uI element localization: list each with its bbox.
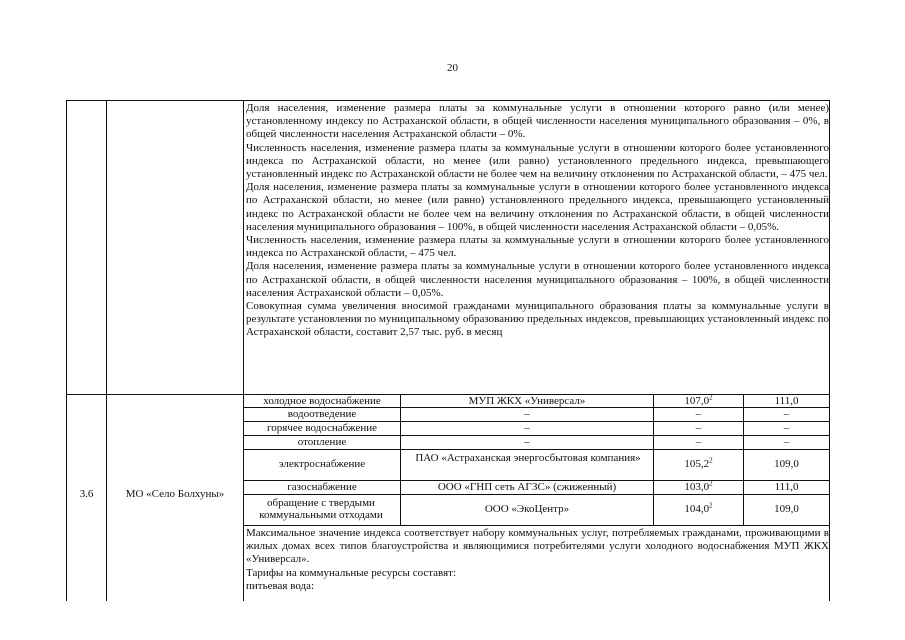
row-divider <box>243 494 830 495</box>
provider-name: ООО «ГНП сеть АГЗС» (сжиженный) <box>437 481 617 493</box>
limit-value: 111,0 <box>774 395 799 407</box>
number-column-border <box>106 100 107 601</box>
index-value: 105,2$^2$ <box>684 456 713 470</box>
paragraph: Тарифы на коммунальные ресурсы составят: <box>246 566 457 579</box>
service-name: горячее водоснабжение <box>267 422 377 434</box>
page-number: 20 <box>447 62 458 74</box>
limit-value: 109,0 <box>774 458 799 470</box>
service-name: отопление <box>297 436 347 448</box>
limit-value: – <box>783 436 790 448</box>
provider-name: ПАО «Астраханская энергосбытовая компания» <box>415 452 641 464</box>
service-name: холодное водоснабжение <box>263 395 381 407</box>
index-value: 104,0$^2$ <box>684 501 713 515</box>
paragraph: Доля населения, изменение размера платы за коммунальные услуги в отношении которого более установленного индекса по Астраханской области, в общей численности населения муниципального образования – 100%, в общей численности населения Астраханской области – 0,05%. <box>246 260 829 299</box>
paragraph: Доля населения, изменение размера платы за коммунальные услуги в отношении которого равно (или менее) установленному индексу по Астраханской области, в общей численности населения муниципального образования – 0%, в общей численности населения Астраханской области – 0%. <box>246 102 829 141</box>
provider-name: – <box>524 408 530 420</box>
row-divider <box>243 449 830 450</box>
table-left-border <box>66 100 67 601</box>
row-divider <box>243 525 830 526</box>
index-value: 107,0$^2$ <box>684 393 713 407</box>
provider-name: МУП ЖКХ «Универсал» <box>468 395 586 407</box>
service-name: обращение с твердыми коммунальными отходами <box>259 497 383 521</box>
provider-name: ООО «ЭкоЦентр» <box>484 503 570 515</box>
section-number: 3.6 <box>79 488 94 500</box>
paragraph: Доля населения, изменение размера платы за коммунальные услуги в отношении которого более установленного индекса по Астраханской области, но менее (или равно) установленного предельного индекса, превышающего установленный индекс по Астраханской области не более чем на величину отклонения по Астраханской области, в общей численности населения муниципального образования – 100%, в общей численности населения Астраханской области – 0,05%. <box>246 181 829 233</box>
limit-value: – <box>783 422 790 434</box>
service-name: электроснабжение <box>278 458 366 470</box>
provider-name: – <box>524 436 530 448</box>
service-name: газоснабжение <box>287 481 357 493</box>
service-name: водоотведение <box>287 408 357 420</box>
table-top-border <box>66 100 830 101</box>
limit-value: 109,0 <box>774 503 799 515</box>
limit-value: – <box>783 408 790 420</box>
index-value: 103,0$^2$ <box>684 479 713 493</box>
paragraph: Численность населения, изменение размера платы за коммунальные услуги в отношении которого более установленного индекса по Астраханской области, – 475 чел. <box>246 234 829 260</box>
municipality-name: МО «Село Болхуны» <box>125 488 225 500</box>
lower-text-block <box>246 527 829 593</box>
index-value: – <box>695 422 702 434</box>
provider-name: – <box>524 422 530 434</box>
index-value: – <box>695 436 702 448</box>
paragraph: Максимальное значение индекса соответствует набору коммунальных услуг, потребляемых гражданами, проживающими в жилых домах всех типов благоустройства и являющимися потребителями услуги холодного водоснабжения МУП ЖКХ «Универсал». <box>246 527 829 566</box>
limit-value: 111,0 <box>774 481 799 493</box>
paragraph: Численность населения, изменение размера платы за коммунальные услуги в отношении которого более установленного индекса по Астраханской области, но менее (или равно) установленного предельного индекса, превышающего установленный индекс по Астраханской области не более чем на величину отклонения по Астраханской области, – 475 чел. <box>246 141 829 181</box>
upper-text-block <box>246 102 829 340</box>
paragraph: Совокупная сумма увеличения вносимой гражданами муниципального образования платы за коммунальные услуги в результате установления по муниципальному образованию предельных индексов, превышающих установленный индекс по Астраханской области, составит 2,57 тыс. руб. в месяц <box>246 300 829 339</box>
index-value: – <box>695 408 702 420</box>
paragraph: питьевая вода: <box>246 579 315 592</box>
